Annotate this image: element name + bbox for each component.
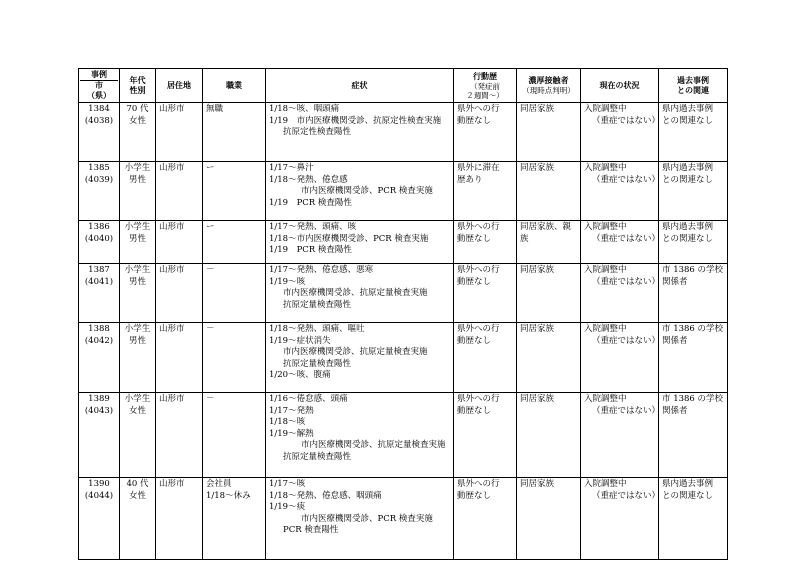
- cell-line: との関連なし: [662, 174, 714, 185]
- header-age-line1: 年代: [129, 75, 146, 85]
- occupation-cell: [203, 162, 266, 221]
- close-contact-cell: [517, 478, 581, 560]
- age-sex-cell: [120, 264, 156, 323]
- cell-line: 女性: [128, 490, 146, 501]
- cell-line: (4043): [84, 405, 114, 416]
- symptom-line: 1/16～倦怠感、頭痛: [269, 394, 348, 404]
- case-table: [78, 68, 728, 560]
- symptoms-cell: [266, 264, 454, 323]
- status-line: 入院調整中: [584, 163, 627, 173]
- symptom-line: 1/20～咳、腹痛: [269, 370, 331, 380]
- residence-cell: 山形市: [156, 478, 203, 560]
- travel-history-cell: [454, 221, 517, 264]
- symptom-line: 抗原定量検査陽性: [283, 299, 352, 310]
- cell-line: 1388: [88, 324, 110, 334]
- table-body: [79, 103, 728, 560]
- cell-line: 市 1386 の学校: [662, 265, 724, 275]
- table-row: [79, 478, 728, 560]
- symptom-line: 1/18～咳、咽頭痛: [269, 104, 340, 114]
- status-line: （重症ではない）: [592, 405, 661, 416]
- status-line: （重症ではない）: [592, 233, 661, 244]
- table-row: [79, 264, 728, 323]
- status-line: （重症ではない）: [592, 115, 661, 126]
- status-line: （重症ではない）: [592, 276, 661, 287]
- status-cell: [581, 264, 659, 323]
- cell-line: 県外への行: [457, 104, 500, 114]
- relation-cell: [659, 264, 728, 323]
- cell-line: 会社員: [206, 479, 232, 489]
- close-contact-cell: [517, 393, 581, 478]
- symptom-line: 1/18～発熱、頭痛、嘔吐: [269, 324, 365, 334]
- occupation-cell: [203, 323, 266, 393]
- header-status: 現在の状況: [581, 69, 659, 103]
- symptom-line: 市内医療機関受診、抗原定量検査実施: [301, 440, 446, 450]
- cell-line: (4040): [84, 233, 114, 244]
- case-number-cell: [79, 103, 120, 162]
- cell-line: ー: [206, 163, 215, 173]
- table-row: [79, 323, 728, 393]
- header-age-line2: 性別: [129, 85, 146, 95]
- cell-line: 市 1386 の学校: [662, 324, 724, 334]
- cell-line: 1389: [88, 394, 110, 404]
- cell-line: 動歴なし: [457, 115, 492, 126]
- case-number-cell: [79, 264, 120, 323]
- header-case-line1: 事例: [91, 70, 107, 79]
- relation-cell: [659, 221, 728, 264]
- relation-cell: [659, 393, 728, 478]
- status-line: （重症ではない）: [592, 335, 661, 346]
- symptoms-cell: [266, 478, 454, 560]
- cell-line: 小学生: [124, 222, 151, 232]
- age-sex-cell: [120, 478, 156, 560]
- symptom-line: 1/17～発熱: [269, 405, 314, 416]
- symptom-line: PCR 検査陽性: [283, 525, 339, 535]
- cell-line: 関係者: [662, 405, 688, 416]
- cell-line: 女性: [128, 405, 146, 416]
- close-contact-cell: [517, 103, 581, 162]
- status-line: 入院調整中: [584, 324, 627, 334]
- header-case: [79, 69, 120, 103]
- cell-line: 動歴なし: [457, 405, 492, 416]
- cell-line: 県外への行: [457, 222, 500, 232]
- cell-line: との関連なし: [662, 490, 714, 501]
- status-cell: [581, 393, 659, 478]
- cell-line: 小学生: [124, 394, 151, 404]
- case-number-cell: [79, 478, 120, 560]
- status-cell: [581, 103, 659, 162]
- symptom-line: 1/17～咳: [269, 479, 306, 489]
- header-relation: [659, 69, 728, 103]
- status-line: 入院調整中: [584, 265, 627, 275]
- cell-line: ー: [206, 222, 215, 232]
- cell-line: 同居家族: [520, 394, 555, 404]
- residence-cell: 山形市: [156, 103, 203, 162]
- cell-line: 歴あり: [457, 174, 483, 185]
- symptom-line: 1/17～発熱、倦怠感、悪寒: [269, 265, 374, 275]
- header-age: [120, 69, 156, 103]
- occupation-cell: [203, 264, 266, 323]
- cell-line: －: [206, 324, 215, 334]
- symptom-line: 市内医療機関受診、PCR 検査実施: [301, 186, 433, 196]
- case-number-cell: [79, 162, 120, 221]
- cell-line: 県内過去事例: [662, 163, 714, 173]
- relation-cell: [659, 478, 728, 560]
- symptom-line: 1/19～症状消失: [269, 335, 331, 346]
- cell-line: 40 代: [126, 479, 149, 489]
- cell-line: 小学生: [124, 324, 151, 334]
- header-history: [454, 69, 517, 103]
- symptom-line: 1/19 市内医療機関受診、抗原定性検査実施: [269, 115, 442, 126]
- cell-line: 1385: [88, 163, 110, 173]
- symptoms-cell: [266, 162, 454, 221]
- age-sex-cell: [120, 221, 156, 264]
- symptom-line: 1/17～鼻汁: [269, 163, 314, 173]
- cell-line: 1387: [88, 265, 110, 275]
- status-cell: [581, 221, 659, 264]
- case-number-cell: [79, 221, 120, 264]
- symptom-line: 抗原定量検査陽性: [283, 451, 352, 462]
- cell-line: 男性: [128, 276, 146, 287]
- header-history-line3: ２週間〜）: [466, 90, 504, 100]
- relation-cell: [659, 162, 728, 221]
- cell-line: 無職: [206, 104, 224, 114]
- cell-line: 同居家族: [520, 104, 555, 114]
- residence-cell: 山形市: [156, 323, 203, 393]
- status-cell: [581, 323, 659, 393]
- status-cell: [581, 478, 659, 560]
- symptoms-cell: [266, 103, 454, 162]
- cell-line: 1386: [88, 222, 110, 232]
- header-history-line1: 行動歴: [473, 71, 497, 81]
- symptom-line: 1/19～解熱: [269, 428, 314, 439]
- relation-cell: [659, 103, 728, 162]
- header-residence: 居住地: [156, 69, 203, 103]
- travel-history-cell: [454, 393, 517, 478]
- cell-line: 同居家族: [520, 265, 555, 275]
- cell-line: (4039): [84, 174, 114, 185]
- cell-line: 族: [520, 233, 529, 244]
- header-history-line2: （発症前: [470, 81, 500, 91]
- table-header: [79, 69, 728, 103]
- symptom-line: 1/17～発熱、頭痛、咳: [269, 222, 357, 232]
- cell-line: との関連なし: [662, 233, 714, 244]
- cell-line: 県内過去事例: [662, 104, 714, 114]
- cell-line: －: [206, 265, 215, 275]
- symptom-line: 1/18～咳: [269, 417, 306, 427]
- symptom-line: 1/18～発熱、倦怠感、咽頭痛: [269, 490, 382, 501]
- symptom-line: 市内医療機関受診、PCR 検査実施: [301, 513, 433, 524]
- case-number-cell: [79, 393, 120, 478]
- cell-line: 男性: [128, 233, 146, 244]
- cell-line: 県外への行: [457, 265, 500, 275]
- symptom-line: 1/18～市内医療機関受診、PCR 検査実施: [269, 233, 429, 244]
- travel-history-cell: [454, 162, 517, 221]
- travel-history-cell: [454, 478, 517, 560]
- occupation-cell: [203, 478, 266, 560]
- symptoms-cell: [266, 323, 454, 393]
- table-row: [79, 393, 728, 478]
- status-line: （重症ではない）: [592, 174, 661, 185]
- symptom-line: 市内医療機関受診、抗原定量検査実施: [283, 347, 428, 357]
- table-row: [79, 221, 728, 264]
- cell-line: 1/18～休み: [206, 490, 251, 501]
- cell-line: 関係者: [662, 276, 688, 287]
- header-occupation: 職業: [203, 69, 266, 103]
- cell-line: 70 代: [126, 104, 149, 114]
- table-row: [79, 103, 728, 162]
- symptom-line: 抗原定性検査陽性: [283, 127, 352, 137]
- cell-line: 県外への行: [457, 479, 500, 489]
- residence-cell: 山形市: [156, 264, 203, 323]
- cell-line: 1390: [88, 479, 110, 489]
- header-contact-line1: 濃厚接触者: [528, 76, 569, 85]
- symptom-line: 1/19～咳: [269, 276, 306, 287]
- cell-line: 関係者: [662, 335, 688, 346]
- close-contact-cell: [517, 162, 581, 221]
- cell-line: 県外への行: [457, 324, 500, 334]
- cell-line: 動歴なし: [457, 490, 492, 501]
- cell-line: 動歴なし: [457, 233, 492, 244]
- status-line: 入院調整中: [584, 222, 627, 232]
- cell-line: 同居家族、親: [520, 222, 572, 232]
- symptoms-cell: [266, 393, 454, 478]
- symptom-line: 1/19 PCR 検査陽性: [269, 245, 352, 255]
- cell-line: 市 1386 の学校: [662, 394, 724, 404]
- status-line: （重症ではない）: [592, 490, 661, 501]
- residence-cell: 山形市: [156, 221, 203, 264]
- cell-line: 動歴なし: [457, 276, 492, 287]
- cell-line: －: [206, 394, 215, 404]
- header-relation-line2: との関連: [677, 85, 709, 95]
- cell-line: 同居家族: [520, 324, 555, 334]
- cell-line: 同居家族: [520, 479, 555, 489]
- age-sex-cell: [120, 323, 156, 393]
- symptom-line: 市内医療機関受診、抗原定量検査実施: [283, 288, 428, 298]
- status-line: 入院調整中: [584, 479, 627, 489]
- header-contact-line2: （現時点判明）: [522, 86, 575, 95]
- close-contact-cell: [517, 323, 581, 393]
- cell-line: (4041): [84, 276, 114, 287]
- cell-line: 県外への行: [457, 394, 500, 404]
- header-contact: [517, 69, 581, 103]
- cell-line: 同居家族: [520, 163, 555, 173]
- cell-line: (4038): [84, 115, 114, 126]
- header-case-line3: （県）: [87, 91, 111, 100]
- close-contact-cell: [517, 264, 581, 323]
- symptom-line: 1/19 PCR 検査陽性: [269, 197, 352, 208]
- occupation-cell: [203, 221, 266, 264]
- cell-line: 男性: [128, 174, 146, 185]
- cell-line: (4042): [84, 335, 114, 346]
- cell-line: 女性: [128, 115, 146, 126]
- travel-history-cell: [454, 323, 517, 393]
- status-line: 入院調整中: [584, 394, 627, 404]
- travel-history-cell: [454, 264, 517, 323]
- cell-line: 県外に滞在: [457, 163, 500, 173]
- cell-line: 県内過去事例: [662, 479, 714, 489]
- cell-line: 男性: [128, 335, 146, 346]
- occupation-cell: [203, 393, 266, 478]
- cell-line: (4044): [84, 490, 114, 501]
- table-row: [79, 162, 728, 221]
- case-number-cell: [79, 323, 120, 393]
- cell-line: との関連なし: [662, 115, 714, 126]
- symptom-line: 1/19～痰: [269, 502, 306, 512]
- age-sex-cell: [120, 103, 156, 162]
- header-symptoms: 症状: [266, 69, 454, 103]
- cell-line: 小学生: [124, 265, 151, 275]
- residence-cell: 山形市: [156, 162, 203, 221]
- relation-cell: [659, 323, 728, 393]
- symptom-line: 抗原定量検査陽性: [283, 358, 352, 369]
- age-sex-cell: [120, 393, 156, 478]
- cell-line: 動歴なし: [457, 335, 492, 346]
- age-sex-cell: [120, 162, 156, 221]
- status-cell: [581, 162, 659, 221]
- symptom-line: 1/18～発熱、倦怠感: [269, 174, 348, 185]
- cell-line: 1384: [88, 104, 110, 114]
- header-relation-line1: 過去事例: [677, 75, 709, 85]
- cell-line: 小学生: [124, 163, 151, 173]
- status-line: 入院調整中: [584, 104, 627, 114]
- header-case-line2: 市: [80, 80, 118, 91]
- residence-cell: 山形市: [156, 393, 203, 478]
- occupation-cell: [203, 103, 266, 162]
- travel-history-cell: [454, 103, 517, 162]
- close-contact-cell: [517, 221, 581, 264]
- symptoms-cell: [266, 221, 454, 264]
- cell-line: 県内過去事例: [662, 222, 714, 232]
